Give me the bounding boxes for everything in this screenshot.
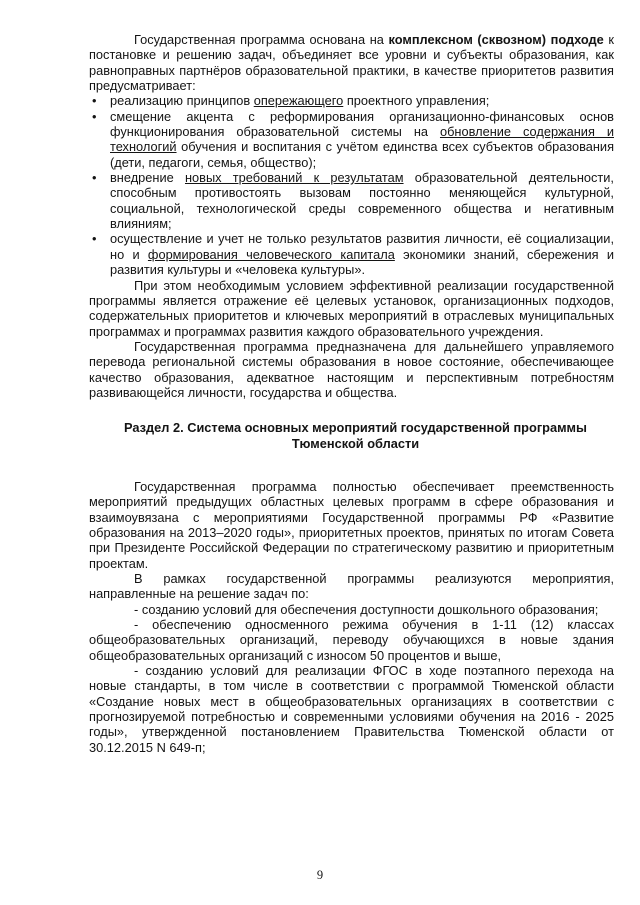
body-paragraph: При этом необходимым условием эффективной реализации государственной программы является отражение её целевых установок, организационных подходов, содержательных приоритетов и ключевых мероприятий в отраслевых муниципальных программах и программах развития каждого образовательного учреждения. bbox=[89, 277, 614, 339]
underlined-phrase: новых требований к результатам bbox=[184, 170, 404, 186]
underlined-phrase: обновление содержания и технологий bbox=[110, 124, 614, 155]
bullet-icon: • bbox=[92, 108, 97, 124]
underlined-phrase: формирования человеческого капитала bbox=[147, 246, 395, 262]
list-item: • смещение акцента с реформирования организационно-финансовых основ функционирования образовательной системы на обновление содержания и технологий обучения и воспитания с учётом единства всех субъектов образования (дети, педагоги, семья, общество); bbox=[92, 108, 614, 170]
task-item: - созданию условий для реализации ФГОС в ходе поэтапного перехода на новые стандарты, в том числе в соответствии с программой Тюменской области «Создание новых мест в общеобразовательных организациях в соответствии с прогнозируемой потребностью и современными условиями обучения на 2016 - 2025 годы», утвержденной постановлением Правительства Тюменской области от 30.12.2015 N 649-п; bbox=[89, 663, 614, 755]
intro-text-end: к постановке и решению задач, объединяет все уровни и субъекты образования, как равноправных партнёров образовательной практики, в качестве приоритетов развития предусматривает: bbox=[89, 32, 614, 94]
page-number: 9 bbox=[316, 868, 324, 882]
list-item: • осуществление и учет не только результатов развития личности, её социализации, но и формирования человеческого капитала экономики знаний, сбережения и развития культуры и «человека культуры». bbox=[92, 231, 614, 278]
body-paragraph: Государственная программа предназначена для дальнейшего управляемого перевода региональной системы образования в новое состояние, обеспечивающее качество образования, адекватное настоящим и перспективным потребностям развивающейся личности, государства и общества. bbox=[89, 338, 614, 400]
list-item: • внедрение новых требований к результатам образовательной деятельности, способным противостоять вызовам постоянно меняющейся культурной, социальной, технологической среды современного общества и негативным влияниям; bbox=[92, 170, 614, 232]
section-heading: Раздел 2. Система основных мероприятий государственной программы Тюменской области bbox=[124, 420, 587, 451]
intro-text-start: Государственная программа основана на bbox=[134, 32, 389, 47]
underlined-phrase: опережающего bbox=[253, 93, 344, 109]
task-item: - созданию условий для обеспечения доступности дошкольного образования; bbox=[134, 601, 599, 617]
bullet-icon: • bbox=[92, 231, 97, 247]
intro-paragraph bbox=[89, 32, 614, 93]
list-item: • реализацию принципов опережающего проектного управления; bbox=[92, 93, 490, 109]
task-item: - обеспечению односменного режима обучения в 1-11 (12) классах общеобразовательных организаций, переводу обучающихся в новые здания общеобразовательных организаций с износом 50 процентов и выше, bbox=[89, 617, 614, 663]
priority-list bbox=[89, 93, 614, 277]
intro-bold-phrase: комплексном (сквозном) подходе bbox=[388, 32, 604, 47]
body-paragraph: В рамках государственной программы реализуются мероприятия, направленные на решение задач по: bbox=[89, 571, 614, 602]
bullet-icon: • bbox=[92, 170, 97, 186]
bullet-icon: • bbox=[92, 93, 97, 109]
body-paragraph: Государственная программа полностью обеспечивает преемственность мероприятий предыдущих областных целевых программ в сфере образования и взаимоувязана с мероприятиями Государственной программы РФ «Развитие образования на 2013–2020 годы», приоритетных проектов, принятых по итогам Совета при Президенте Российской Федерации по стратегическому развитию и приоритетным проектам. bbox=[89, 478, 614, 571]
